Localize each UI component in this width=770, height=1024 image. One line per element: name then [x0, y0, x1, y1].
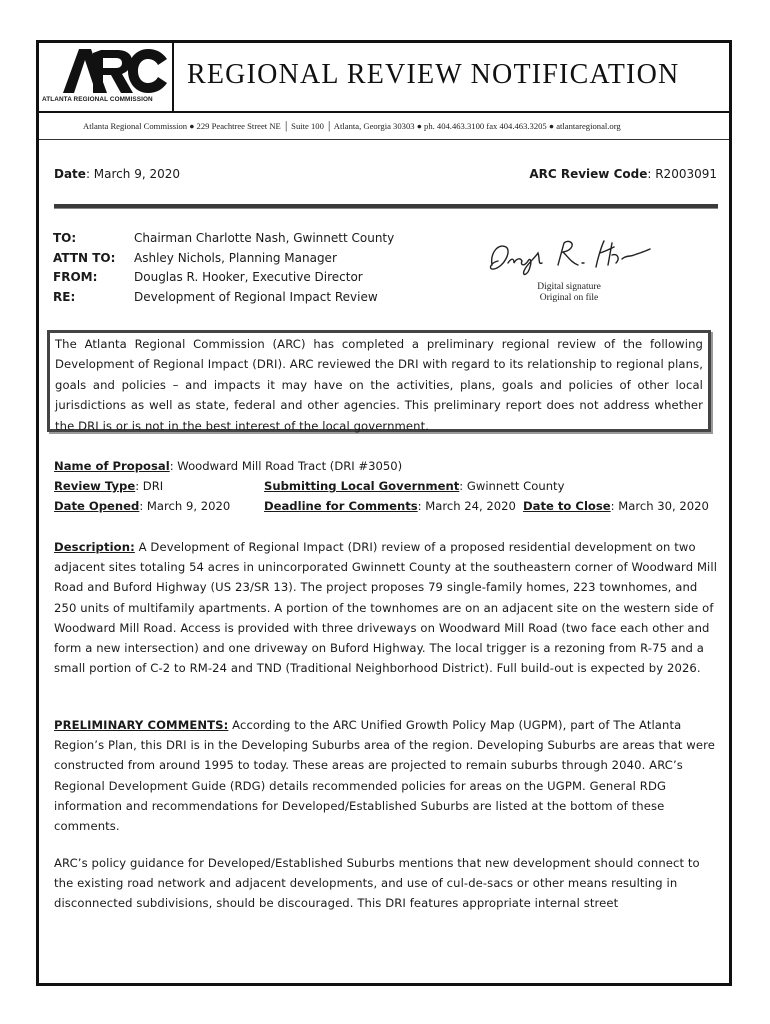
description-label: Description:: [54, 540, 135, 554]
signature-note: [499, 282, 639, 304]
re-value: Development of Regional Impact Review: [134, 289, 378, 304]
review-type-line: [54, 479, 163, 493]
address-divider: [39, 139, 729, 140]
re-label: RE:: [53, 289, 76, 304]
from-label: FROM:: [53, 270, 98, 284]
review-code-label: ARC Review Code: [529, 167, 648, 181]
re-row: [53, 288, 394, 308]
proposal-name-line: [54, 459, 402, 473]
from-row: [53, 268, 394, 288]
date-opened-line: [54, 499, 230, 513]
review-code-value: : R2003091: [647, 167, 717, 181]
description-paragraph: [54, 537, 719, 678]
arc-logo-icon: [43, 45, 168, 97]
date-value: : March 9, 2020: [85, 167, 180, 181]
submitting-gov-value: : Gwinnett County: [459, 479, 565, 493]
deadline-line: [264, 499, 516, 513]
review-type-value: : DRI: [135, 479, 164, 493]
submitting-gov-label: Submitting Local Government: [264, 479, 460, 493]
signature-note-line1: Digital signature: [537, 282, 601, 292]
preliminary-comments-text: According to the ARC Unified Growth Policy Map (UGPM), part of The Atlanta Region’s Plan, this DRI is in the Developing Suburbs area of the region. Developing Suburbs are areas that were constructed from around 1995 to today. These areas are projected to remain suburbs through 2040. ARC’s Regional Development Guide (RDG) details recommended policies for areas on the UGPM. General RDG information and recommendations for Developed/Established Suburbs are listed at the bottom of these comments.: [54, 718, 715, 834]
date-close-label: Date to Close: [523, 499, 611, 513]
proposal-name-value: : Woodward Mill Road Tract (DRI #3050): [169, 459, 403, 473]
date-line: [54, 167, 180, 181]
attn-row: [53, 249, 394, 269]
proposal-name-label: Name of Proposal: [54, 459, 170, 473]
address-line: Atlanta Regional Commission ● 229 Peachtree Street NE │ Suite 100 │ Atlanta, Georgia 30303 ● ph. 404.463.3100 fax 404.463.3205 ● atlantaregional.org: [83, 121, 621, 131]
intro-text: The Atlanta Regional Commission (ARC) has completed a preliminary regional review of the following Development of Regional Impact (DRI). ARC reviewed the DRI with regard to its relationship to regional plans, goals and policies – and impacts it may have on the activities, plans, goals and policies of other local jurisdictions as well as state, federal and other agencies. This preliminary report does not address whether the DRI is or is not in the best interest of the local government.: [55, 337, 703, 433]
addressing-block: [53, 229, 394, 307]
header-divider: [39, 111, 729, 113]
to-value: Chairman Charlotte Nash, Gwinnett County: [134, 231, 395, 245]
from-value: Douglas R. Hooker, Executive Director: [134, 270, 363, 284]
date-label: Date: [54, 167, 86, 181]
submitting-gov-line: [264, 479, 564, 493]
date-opened-label: Date Opened: [54, 499, 140, 513]
policy-paragraph: ARC’s policy guidance for Developed/Established Suburbs mentions that new development should connect to the existing road network and adjacent developments, and use of cul-de-sacs or other means resulting in disconnected subdivisions, should be discouraged. This DRI features appropriate internal street: [54, 856, 700, 911]
logo-caption: ATLANTA REGIONAL COMMISSION: [42, 96, 153, 103]
to-row: [53, 229, 394, 249]
review-code-line: [529, 167, 717, 181]
page-title: REGIONAL REVIEW NOTIFICATION: [187, 59, 680, 90]
review-type-label: Review Type: [54, 479, 136, 493]
preliminary-comments-label: PRELIMINARY COMMENTS:: [54, 718, 229, 732]
to-label: TO:: [53, 231, 77, 245]
deadline-label: Deadline for Comments: [264, 499, 418, 513]
signature-note-line2: Original on file: [539, 293, 599, 303]
date-opened-value: : March 9, 2020: [139, 499, 231, 513]
date-close-line: [523, 499, 709, 513]
description-text: A Development of Regional Impact (DRI) review of a proposed residential development on two adjacent sites totaling 54 acres in unincorporated Gwinnett County at the southeastern corner of Woodward Mill Road and Buford Highway (US 23/SR 13). The project proposes 79 single-family homes, 223 townhomes, and 250 units of multifamily apartments. A portion of the townhomes are on an adjacent site on the western side of Woodward Mill Road. Access is provided with three driveways on Woodward Mill Road (two face each other and form a new intersection) and one driveway on Buford Highway. The local trigger is a rezoning from R-75 and a small portion of C-2 to RM-24 and TND (Traditional Neighborhood District). Full build-out is expected by 2026.: [54, 540, 718, 676]
date-close-value: : March 30, 2020: [610, 499, 709, 513]
document-frame: [36, 40, 732, 986]
section-divider: [54, 204, 718, 209]
arc-logo: [39, 43, 174, 111]
intro-box: [47, 330, 711, 432]
attn-value: Ashley Nichols, Planning Manager: [134, 250, 337, 265]
preliminary-comments-paragraph: [54, 715, 719, 836]
signature-icon: [484, 235, 654, 279]
deadline-value: : March 24, 2020: [417, 499, 516, 513]
attn-label: ATTN TO:: [53, 250, 116, 265]
